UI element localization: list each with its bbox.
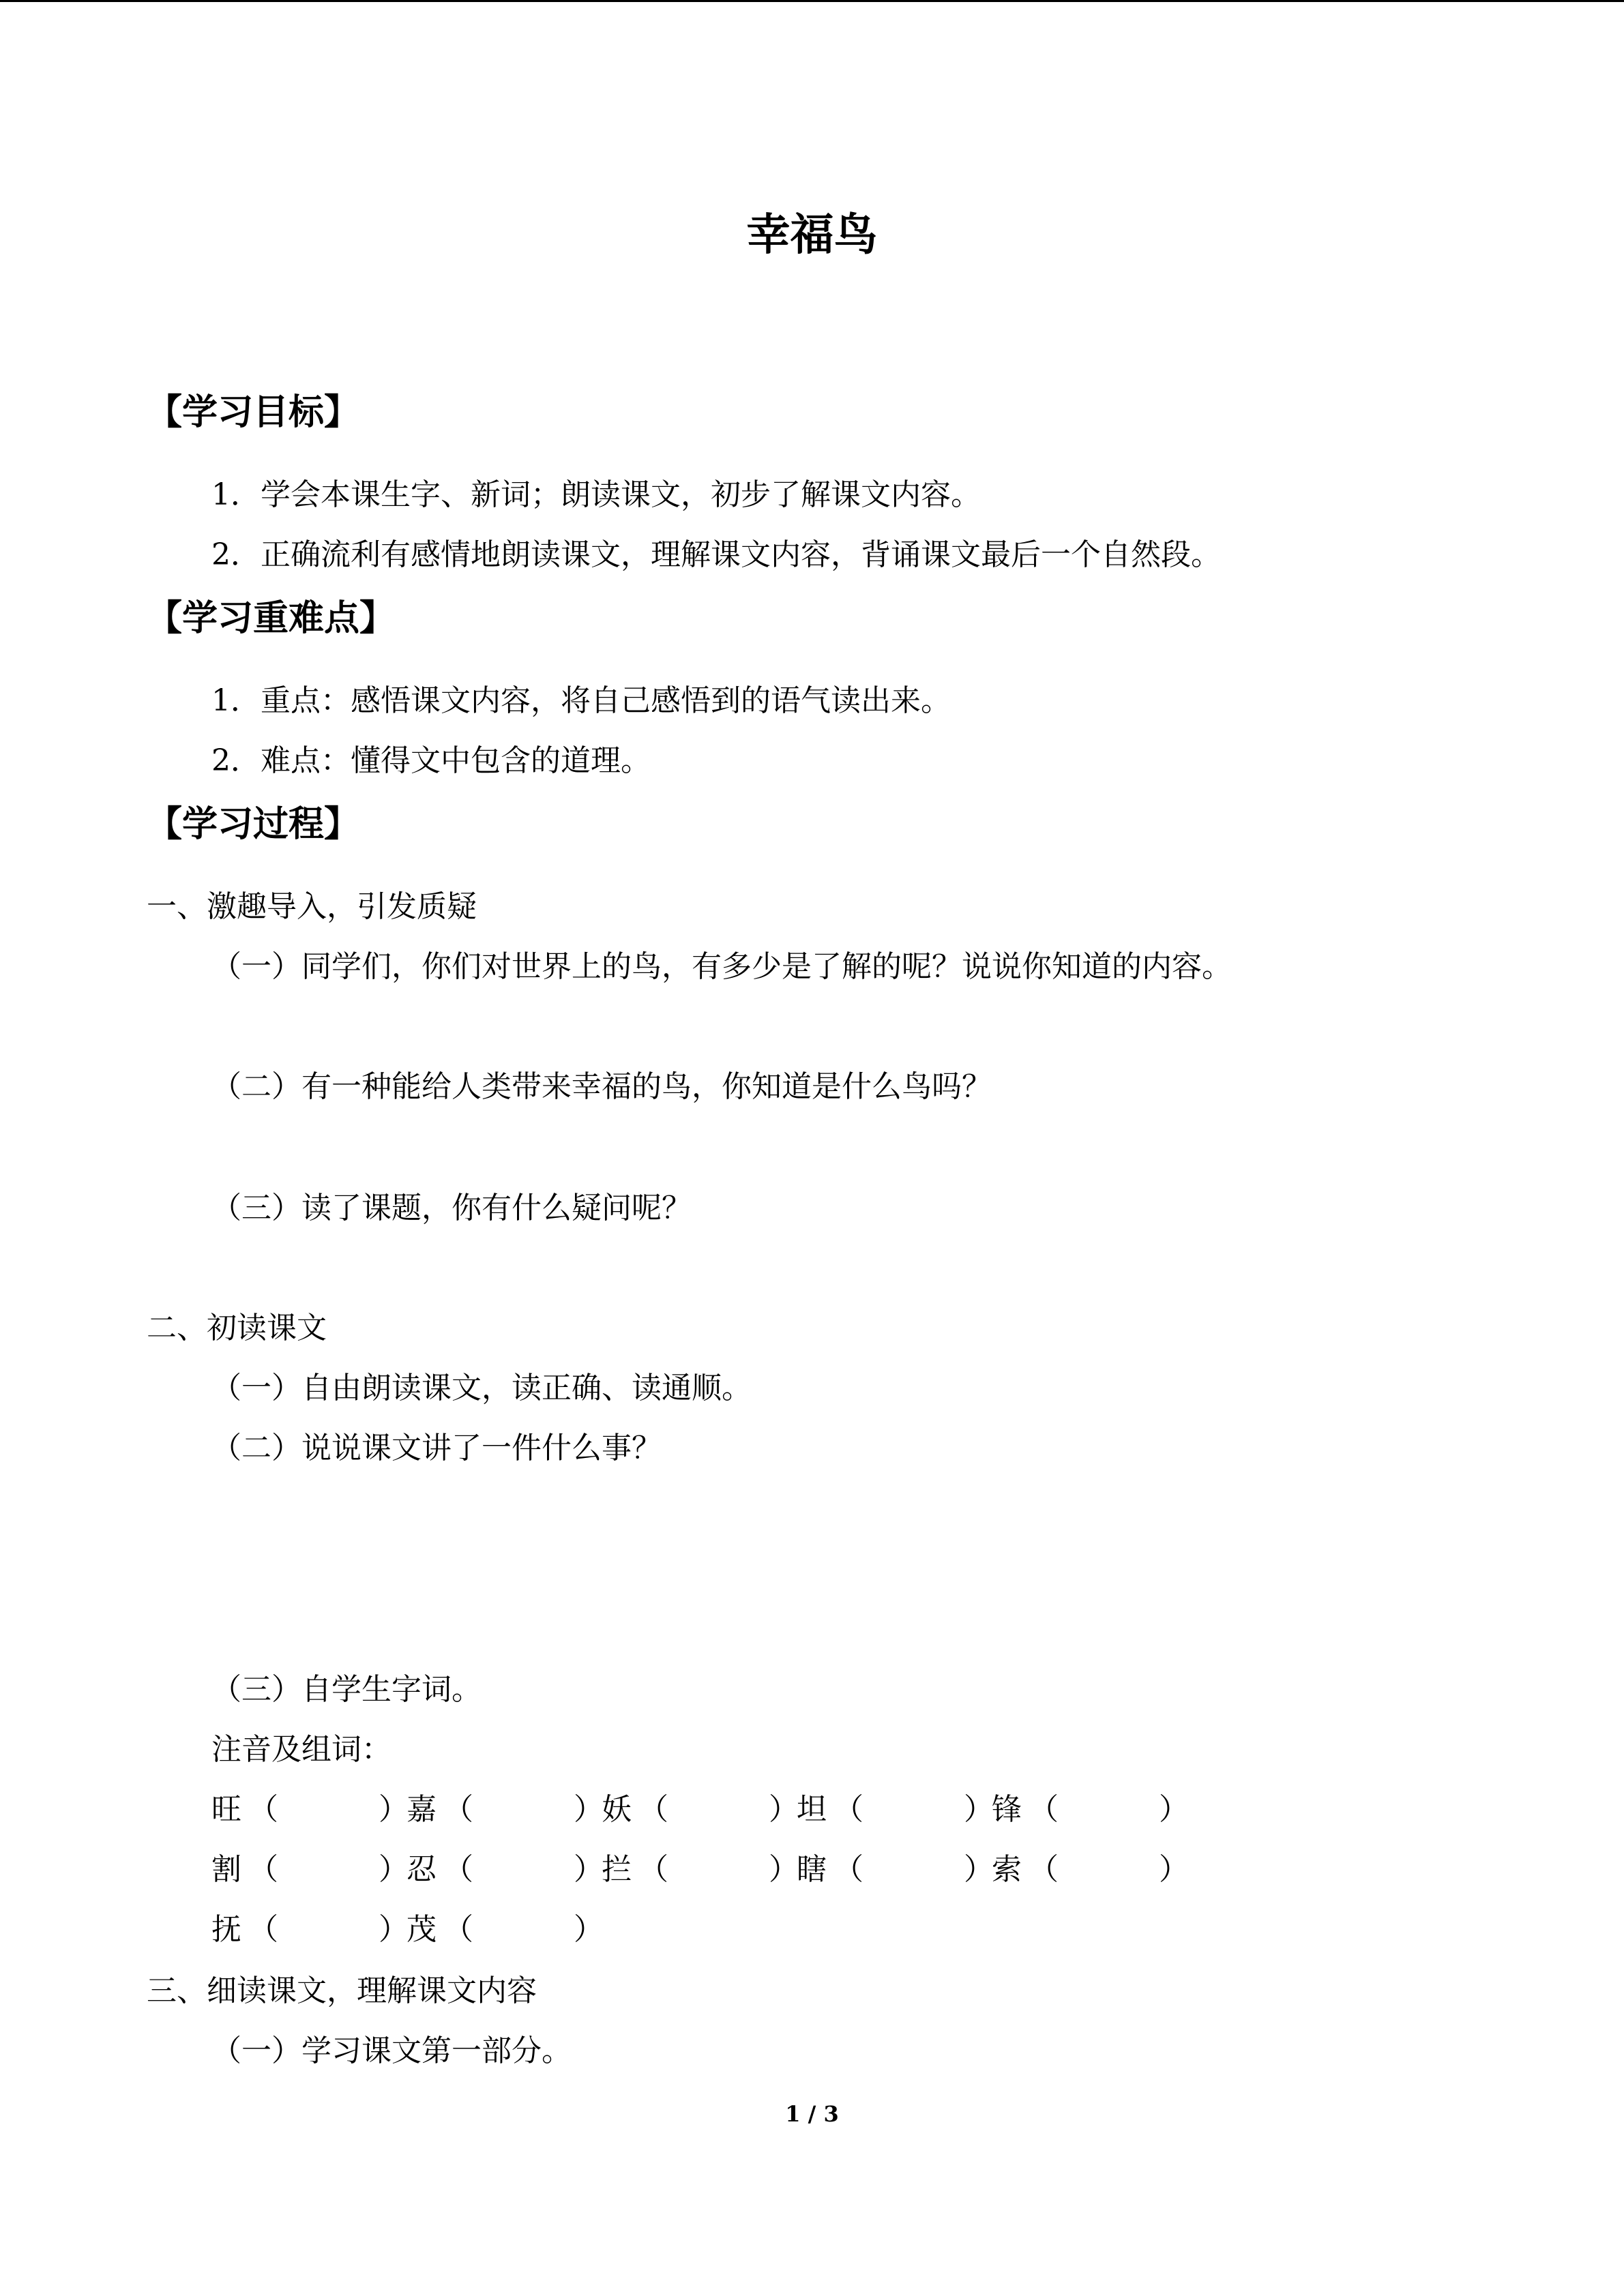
- part1-question-2: （二）有一种能给人类带来幸福的鸟，你知道是什么鸟吗？: [211, 1069, 992, 1104]
- page-title: 幸福鸟: [746, 210, 878, 260]
- answer-blank-open-paren: （: [833, 1852, 863, 1887]
- pinyin-item: [407, 1788, 604, 1832]
- answer-blank-close-paren: ）: [379, 1852, 409, 1887]
- part2-question-2: （二）说说课文讲了一件什么事？: [211, 1431, 662, 1465]
- answer-blank-close-paren: ）: [379, 1792, 409, 1827]
- answer-blank-close-paren: ）: [1159, 1852, 1189, 1887]
- answer-blank-open-paren: （: [1029, 1792, 1059, 1827]
- answer-blank-open-paren: （: [248, 1792, 278, 1827]
- top-border-rule: [0, 0, 1624, 2]
- key-point-item-1: 1．重点：感悟课文内容，将自己感悟到的语气读出来。: [211, 683, 951, 718]
- part2-title: 二、初读课文: [147, 1311, 327, 1345]
- answer-blank-open-paren: （: [248, 1852, 278, 1887]
- answer-blank-close-paren: ）: [769, 1792, 799, 1827]
- pinyin-character: 旺: [211, 1792, 241, 1827]
- pinyin-character: 嘉: [407, 1792, 437, 1827]
- pinyin-item: [211, 1788, 409, 1832]
- pinyin-item: [797, 1788, 994, 1832]
- answer-blank-close-paren: ）: [964, 1852, 994, 1887]
- pinyin-character: 抚: [211, 1912, 241, 1947]
- pinyin-item: [797, 1848, 994, 1892]
- answer-blank-open-paren: （: [443, 1792, 473, 1827]
- answer-blank-close-paren: ）: [1159, 1792, 1189, 1827]
- answer-blank-open-paren: （: [248, 1912, 278, 1947]
- answer-blank-open-paren: （: [638, 1792, 668, 1827]
- part1-question-3: （三）读了课题，你有什么疑问呢？: [211, 1191, 692, 1225]
- pinyin-item: [211, 1848, 409, 1892]
- answer-blank-close-paren: ）: [769, 1852, 799, 1887]
- pinyin-character: 瞎: [797, 1852, 827, 1887]
- answer-blank-open-paren: （: [1029, 1852, 1059, 1887]
- goal-item-2: 2．正确流利有感情地朗读课文，理解课文内容，背诵课文最后一个自然段。: [211, 537, 1221, 572]
- answer-blank-close-paren: ）: [379, 1912, 409, 1947]
- pinyin-character: 割: [211, 1852, 241, 1887]
- pinyin-character: 坦: [797, 1792, 827, 1827]
- answer-blank-close-paren: ）: [574, 1852, 604, 1887]
- pinyin-item: [407, 1908, 604, 1952]
- pinyin-character: 茂: [407, 1912, 437, 1947]
- goal-item-1: 1．学会本课生字、新词；朗读课文，初步了解课文内容。: [211, 477, 981, 512]
- answer-blank-open-paren: （: [443, 1912, 473, 1947]
- heading-key-points: 【学习重难点】: [147, 598, 396, 639]
- pinyin-label: 注音及组词：: [211, 1732, 392, 1767]
- pinyin-item: [992, 1788, 1190, 1832]
- answer-blank-open-paren: （: [638, 1852, 668, 1887]
- part1-title: 一、激趣导入，引发质疑: [147, 889, 477, 924]
- answer-blank-close-paren: ）: [574, 1912, 604, 1947]
- pinyin-item: [602, 1848, 799, 1892]
- pinyin-character: 忍: [407, 1852, 437, 1887]
- heading-learning-process: 【学习过程】: [147, 804, 360, 845]
- answer-blank-close-paren: ）: [574, 1792, 604, 1827]
- answer-blank-open-paren: （: [443, 1852, 473, 1887]
- pinyin-item: [992, 1848, 1190, 1892]
- part2-question-3: （三）自学生字词。: [211, 1672, 482, 1707]
- answer-blank-open-paren: （: [833, 1792, 863, 1827]
- part3-title: 三、细读课文，理解课文内容: [147, 1973, 537, 2008]
- pinyin-character: 锋: [992, 1792, 1022, 1827]
- heading-learning-goals: 【学习目标】: [147, 392, 360, 433]
- part3-question-1: （一）学习课文第一部分。: [211, 2033, 572, 2068]
- part1-question-1: （一）同学们，你们对世界上的鸟，有多少是了解的呢？说说你知道的内容。: [211, 949, 1232, 984]
- pinyin-character: 妖: [602, 1792, 632, 1827]
- key-point-item-2: 2．难点：懂得文中包含的道理。: [211, 743, 651, 778]
- answer-blank-close-paren: ）: [964, 1792, 994, 1827]
- pinyin-item: [211, 1908, 409, 1952]
- page-number: 1 / 3: [785, 2101, 839, 2127]
- pinyin-character: 索: [992, 1852, 1022, 1887]
- pinyin-item: [602, 1788, 799, 1832]
- pinyin-item: [407, 1848, 604, 1892]
- part2-question-1: （一）自由朗读课文，读正确、读通顺。: [211, 1371, 752, 1405]
- pinyin-character: 拦: [602, 1852, 632, 1887]
